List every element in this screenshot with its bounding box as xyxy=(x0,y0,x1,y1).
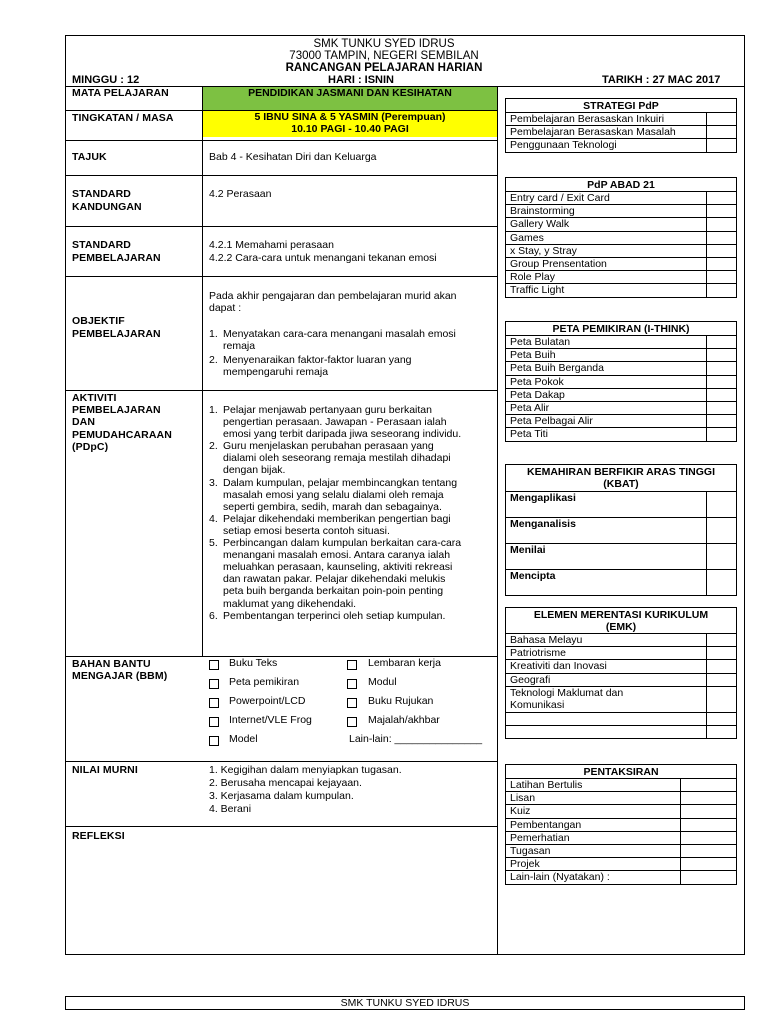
bbm-buku-teks: Buku Teks xyxy=(229,657,278,669)
abad21-check[interactable] xyxy=(707,244,737,257)
item-line: Pembentangan terperinci oleh setiap kumpulan. xyxy=(223,609,446,622)
aktiviti-item xyxy=(209,513,495,537)
emk-check[interactable] xyxy=(707,634,737,647)
pentaksiran-check[interactable] xyxy=(681,792,737,805)
bbm-lembaran-kerja: Lembaran kerja xyxy=(368,657,441,669)
objektif-item-2-num: 2. xyxy=(209,354,218,366)
objektif-intro-2: dapat : xyxy=(209,302,242,314)
ithink-item: Peta Pelbagai Alir xyxy=(506,415,707,428)
aktiviti-item xyxy=(209,537,495,610)
aktiviti-label-5: (PDpC) xyxy=(72,441,109,453)
item-line: dialami oleh seseorang remaja mestilah dihadapi xyxy=(223,452,451,465)
bbm-internet: Internet/VLE Frog xyxy=(229,714,312,726)
ithink-check[interactable] xyxy=(707,362,737,375)
pentaksiran-item: Pemerhatian xyxy=(506,831,681,844)
objektif-item-2-line-1: Menyenaraikan faktor-faktor luaran yang xyxy=(223,354,412,366)
aktiviti-item xyxy=(209,404,495,440)
minggu-field: MINGGU : 12 xyxy=(72,74,140,86)
aktiviti-label-3: DAN xyxy=(72,416,96,428)
pentaksiran-check[interactable] xyxy=(681,871,737,884)
item-line: Pelajar dikehendaki memberikan pengertian bagi xyxy=(223,512,451,525)
emk-check[interactable] xyxy=(707,647,737,660)
tajuk-value: Bab 4 - Kesihatan Diri dan Keluarga xyxy=(209,151,377,163)
pentaksiran-check[interactable] xyxy=(681,805,737,818)
emk-item xyxy=(506,686,707,712)
objektif-item-2-line-2: mempengaruhi remaja xyxy=(223,366,329,378)
tingkatan-label: TINGKATAN / MASA xyxy=(72,112,174,124)
item-line: emosi yang terbit daripada jiwa seseorang individu. xyxy=(223,428,462,441)
checkbox-internet[interactable] xyxy=(209,717,219,727)
emk-title-line-2: (EMK) xyxy=(605,620,637,633)
ithink-item: Peta Dakap xyxy=(506,388,707,401)
pentaksiran-check[interactable] xyxy=(681,858,737,871)
kbat-item: Mengaplikasi xyxy=(506,492,707,518)
footer-school-name: SMK TUNKU SYED IDRUS xyxy=(65,996,745,1010)
objektif-item-1-line-2: remaja xyxy=(223,340,256,352)
pentaksiran-item: Projek xyxy=(506,858,681,871)
bbm-peta-pemikiran: Peta pemikiran xyxy=(229,676,300,688)
item-line: maklumat yang dikehendaki. xyxy=(223,597,357,610)
item-line: pengertian perasaan. Jawapan - Perasaan ialah xyxy=(223,416,447,429)
ithink-title: PETA PEMIKIRAN (I-THINK) xyxy=(506,322,737,336)
emk-item: Kreativiti dan Inovasi xyxy=(506,660,707,673)
school-name: SMK TUNKU SYED IDRUS xyxy=(313,38,455,50)
divider xyxy=(65,226,497,227)
divider xyxy=(65,761,497,762)
pentaksiran-item: Pembentangan xyxy=(506,818,681,831)
abad21-item: Group Prensentation xyxy=(506,257,707,270)
pentaksiran-item: Tugasan xyxy=(506,844,681,857)
abad21-item: Games xyxy=(506,231,707,244)
abad21-item: Gallery Walk xyxy=(506,218,707,231)
pentaksiran-check[interactable] xyxy=(681,818,737,831)
ithink-check[interactable] xyxy=(707,388,737,401)
kbat-title-line-1: KEMAHIRAN BERFIKIR ARAS TINGGI xyxy=(526,466,716,478)
kbat-item: Menganalisis xyxy=(506,518,707,544)
ithink-check[interactable] xyxy=(707,349,737,362)
checkbox-peta-pemikiran[interactable] xyxy=(209,679,219,689)
item-number: 3. xyxy=(209,476,218,489)
nilai-item-3: 3. Kerjasama dalam kumpulan. xyxy=(209,790,354,802)
nilai-item-4: 4. Berani xyxy=(209,803,252,815)
emk-empty-row xyxy=(506,712,707,725)
item-line: Dalam kumpulan, pelajar membincangkan tentang xyxy=(223,476,458,489)
ithink-table xyxy=(505,321,737,442)
emk-table xyxy=(505,607,737,739)
pentaksiran-check[interactable] xyxy=(681,844,737,857)
class-value: 5 IBNU SINA & 5 YASMIN (Perempuan) xyxy=(254,111,446,123)
abad21-check[interactable] xyxy=(707,192,737,205)
nilai-item-2: 2. Berusaha mencapai kejayaan. xyxy=(209,777,362,789)
abad21-item: Role Play xyxy=(506,271,707,284)
abad21-check[interactable] xyxy=(707,257,737,270)
abad21-check[interactable] xyxy=(707,231,737,244)
strategi-title: STRATEGI PdP xyxy=(506,99,737,113)
bbm-label-2: MENGAJAR (BBM) xyxy=(72,670,168,682)
ithink-item: Peta Alir xyxy=(506,401,707,414)
tajuk-label: TAJUK xyxy=(72,151,107,163)
strategi-table xyxy=(505,98,737,153)
kbat-title xyxy=(506,465,737,492)
aktiviti-item xyxy=(209,477,495,513)
divider xyxy=(65,276,497,277)
divider xyxy=(65,826,497,827)
emk-check[interactable] xyxy=(707,660,737,673)
checkbox-buku-teks[interactable] xyxy=(209,660,219,670)
standard-pembelajaran-line-2: 4.2.2 Cara-cara untuk menangani tekanan emosi xyxy=(209,252,437,264)
ithink-check[interactable] xyxy=(707,428,737,441)
refleksi-label: REFLEKSI xyxy=(72,830,125,842)
pentaksiran-check[interactable] xyxy=(681,779,737,792)
nilai-murni-label: NILAI MURNI xyxy=(72,764,138,776)
item-number: 6. xyxy=(209,609,218,622)
checkbox-modul[interactable] xyxy=(347,679,357,689)
emk-title-line-1: ELEMEN MERENTASI KURIKULUM xyxy=(533,608,709,621)
pentaksiran-item: Kuiz xyxy=(506,805,681,818)
emk-check[interactable] xyxy=(707,712,737,725)
abad21-item: x Stay, y Stray xyxy=(506,244,707,257)
objektif-item-1-line-1: Menyatakan cara-cara menangani masalah emosi xyxy=(223,328,456,340)
strategi-check[interactable] xyxy=(707,139,737,152)
standard-kandungan-label-1: STANDARD xyxy=(72,188,131,200)
objektif-label-1: OBJEKTIF xyxy=(72,315,125,327)
aktiviti-list xyxy=(209,404,495,622)
emk-item-line-2: Komunikasi xyxy=(510,698,565,711)
abad21-check[interactable] xyxy=(707,218,737,231)
emk-empty-row xyxy=(506,725,707,738)
aktiviti-item xyxy=(209,440,495,476)
item-number: 5. xyxy=(209,537,218,550)
kbat-check[interactable] xyxy=(707,492,737,518)
aktiviti-label-2: PEMBELAJARAN xyxy=(72,404,161,416)
aktiviti-label-4: PEMUDAHCARAAN xyxy=(72,429,172,441)
kbat-title-line-2: (KBAT) xyxy=(603,478,639,490)
ithink-check[interactable] xyxy=(707,375,737,388)
kbat-item: Mencipta xyxy=(506,570,707,596)
ithink-check[interactable] xyxy=(707,336,737,349)
pentaksiran-title: PENTAKSIRAN xyxy=(506,765,737,779)
abad21-item: Brainstorming xyxy=(506,205,707,218)
ithink-item: Peta Buih Berganda xyxy=(506,362,707,375)
emk-check[interactable] xyxy=(707,686,737,712)
abad21-table xyxy=(505,177,737,298)
item-number: 1. xyxy=(209,404,218,416)
standard-pembelajaran-label-1: STANDARD xyxy=(72,239,131,251)
kbat-item: Menilai xyxy=(506,544,707,570)
abad21-check[interactable] xyxy=(707,205,737,218)
strategi-item: Pembelajaran Berasaskan Inkuiri xyxy=(506,113,707,126)
divider xyxy=(65,390,497,391)
emk-check[interactable] xyxy=(707,673,737,686)
tarikh-field: TARIKH : 27 MAC 2017 xyxy=(602,74,721,86)
kbat-check[interactable] xyxy=(707,570,737,596)
pentaksiran-item: Lain-lain (Nyatakan) : xyxy=(506,871,681,884)
emk-item: Patriotrisme xyxy=(506,647,707,660)
standard-kandungan-label-2: KANDUNGAN xyxy=(72,201,142,213)
kbat-check[interactable] xyxy=(707,518,737,544)
abad21-item: Entry card / Exit Card xyxy=(506,192,707,205)
bbm-model: Model xyxy=(229,733,258,745)
abad21-item: Traffic Light xyxy=(506,284,707,297)
abad21-check[interactable] xyxy=(707,271,737,284)
emk-item: Bahasa Melayu xyxy=(506,634,707,647)
pentaksiran-table xyxy=(505,764,737,885)
mata-pelajaran-label: MATA PELAJARAN xyxy=(72,87,169,99)
standard-pembelajaran-line-1: 4.2.1 Memahami perasaan xyxy=(209,239,334,251)
bbm-powerpoint: Powerpoint/LCD xyxy=(229,695,306,707)
emk-title xyxy=(506,608,737,634)
item-line: meluahkan perasaan, kaunseling, aktiviti rekreasi xyxy=(223,561,453,574)
objektif-intro-1: Pada akhir pengajaran dan pembelajaran murid akan xyxy=(209,290,457,302)
column-divider xyxy=(202,86,203,656)
bbm-modul: Modul xyxy=(368,676,397,688)
aktiviti-label-1: AKTIVITI xyxy=(72,392,117,404)
ithink-check[interactable] xyxy=(707,415,737,428)
checkbox-model[interactable] xyxy=(209,736,219,746)
abad21-title: PdP ABAD 21 xyxy=(506,178,737,192)
kbat-table xyxy=(505,464,737,596)
bbm-buku-rujukan: Buku Rujukan xyxy=(368,695,434,707)
bbm-majalah: Majalah/akhbar xyxy=(368,714,440,726)
pentaksiran-item: Latihan Bertulis xyxy=(506,779,681,792)
checkbox-buku-rujukan[interactable] xyxy=(347,698,357,708)
strategi-check[interactable] xyxy=(707,126,737,139)
standard-pembelajaran-label-2: PEMBELAJARAN xyxy=(72,252,161,264)
item-line: dengan bijak. xyxy=(223,464,286,477)
standard-kandungan-value: 4.2 Perasaan xyxy=(209,188,272,200)
item-line: seperti gembira, sedih, marah dan sebagainya. xyxy=(223,500,442,513)
strategi-item: Penggunaan Teknologi xyxy=(506,139,707,152)
column-divider-right xyxy=(497,86,498,955)
item-number: 4. xyxy=(209,512,218,525)
item-line: setiap emosi beserta contoh situasi. xyxy=(223,524,390,537)
item-line: Pelajar menjawab pertanyaan guru berkaitan xyxy=(223,404,432,416)
document-title: RANCANGAN PELAJARAN HARIAN xyxy=(285,62,483,74)
divider xyxy=(65,175,497,176)
checkbox-powerpoint[interactable] xyxy=(209,698,219,708)
item-line: Guru menjelaskan perubahan perasaan yang xyxy=(223,440,434,453)
item-line: masalah emosi yang selalu dialami oleh remaja xyxy=(223,488,444,501)
emk-check[interactable] xyxy=(707,725,737,738)
pentaksiran-check[interactable] xyxy=(681,831,737,844)
objektif-item-1-num: 1. xyxy=(209,328,218,340)
item-line: menangani masalah emosi. Antara caranya ialah xyxy=(223,549,451,562)
nilai-item-1: 1. Kegigihan dalam menyiapkan tugasan. xyxy=(209,764,402,776)
strategi-check[interactable] xyxy=(707,113,737,126)
checkbox-lembaran-kerja[interactable] xyxy=(347,660,357,670)
pentaksiran-item: Lisan xyxy=(506,792,681,805)
abad21-check[interactable] xyxy=(707,284,737,297)
aktiviti-item xyxy=(209,610,495,622)
kbat-check[interactable] xyxy=(707,544,737,570)
checkbox-majalah[interactable] xyxy=(347,717,357,727)
time-value: 10.10 PAGI - 10.40 PAGI xyxy=(291,123,409,135)
ithink-check[interactable] xyxy=(707,401,737,414)
bbm-label-1: BAHAN BANTU xyxy=(72,658,151,670)
emk-item-line-1: Teknologi Maklumat dan xyxy=(510,686,624,699)
bbm-lain-lain[interactable]: Lain-lain: _______________ xyxy=(349,733,483,745)
item-line: peta buih berganda berkaitan poin-poin penting xyxy=(223,585,444,598)
objektif-label-2: PEMBELAJARAN xyxy=(72,328,161,340)
ithink-item: Peta Titi xyxy=(506,428,707,441)
divider xyxy=(65,140,497,141)
hari-field: HARI : ISNIN xyxy=(328,74,394,86)
strategi-item: Pembelajaran Berasaskan Masalah xyxy=(506,126,707,139)
item-line: dan rawatan pakar. Pelajar dikehendaki melukis xyxy=(223,573,446,586)
school-address: 73000 TAMPIN, NEGERI SEMBILAN xyxy=(289,50,479,62)
emk-item: Geografi xyxy=(506,673,707,686)
item-number: 2. xyxy=(209,440,218,453)
ithink-item: Peta Buih xyxy=(506,349,707,362)
ithink-item: Peta Pokok xyxy=(506,375,707,388)
item-line: Perbincangan dalam kumpulan berkaitan cara-cara xyxy=(223,537,462,550)
subject-value: PENDIDIKAN JASMANI DAN KESIHATAN xyxy=(248,87,452,99)
ithink-item: Peta Bulatan xyxy=(506,336,707,349)
